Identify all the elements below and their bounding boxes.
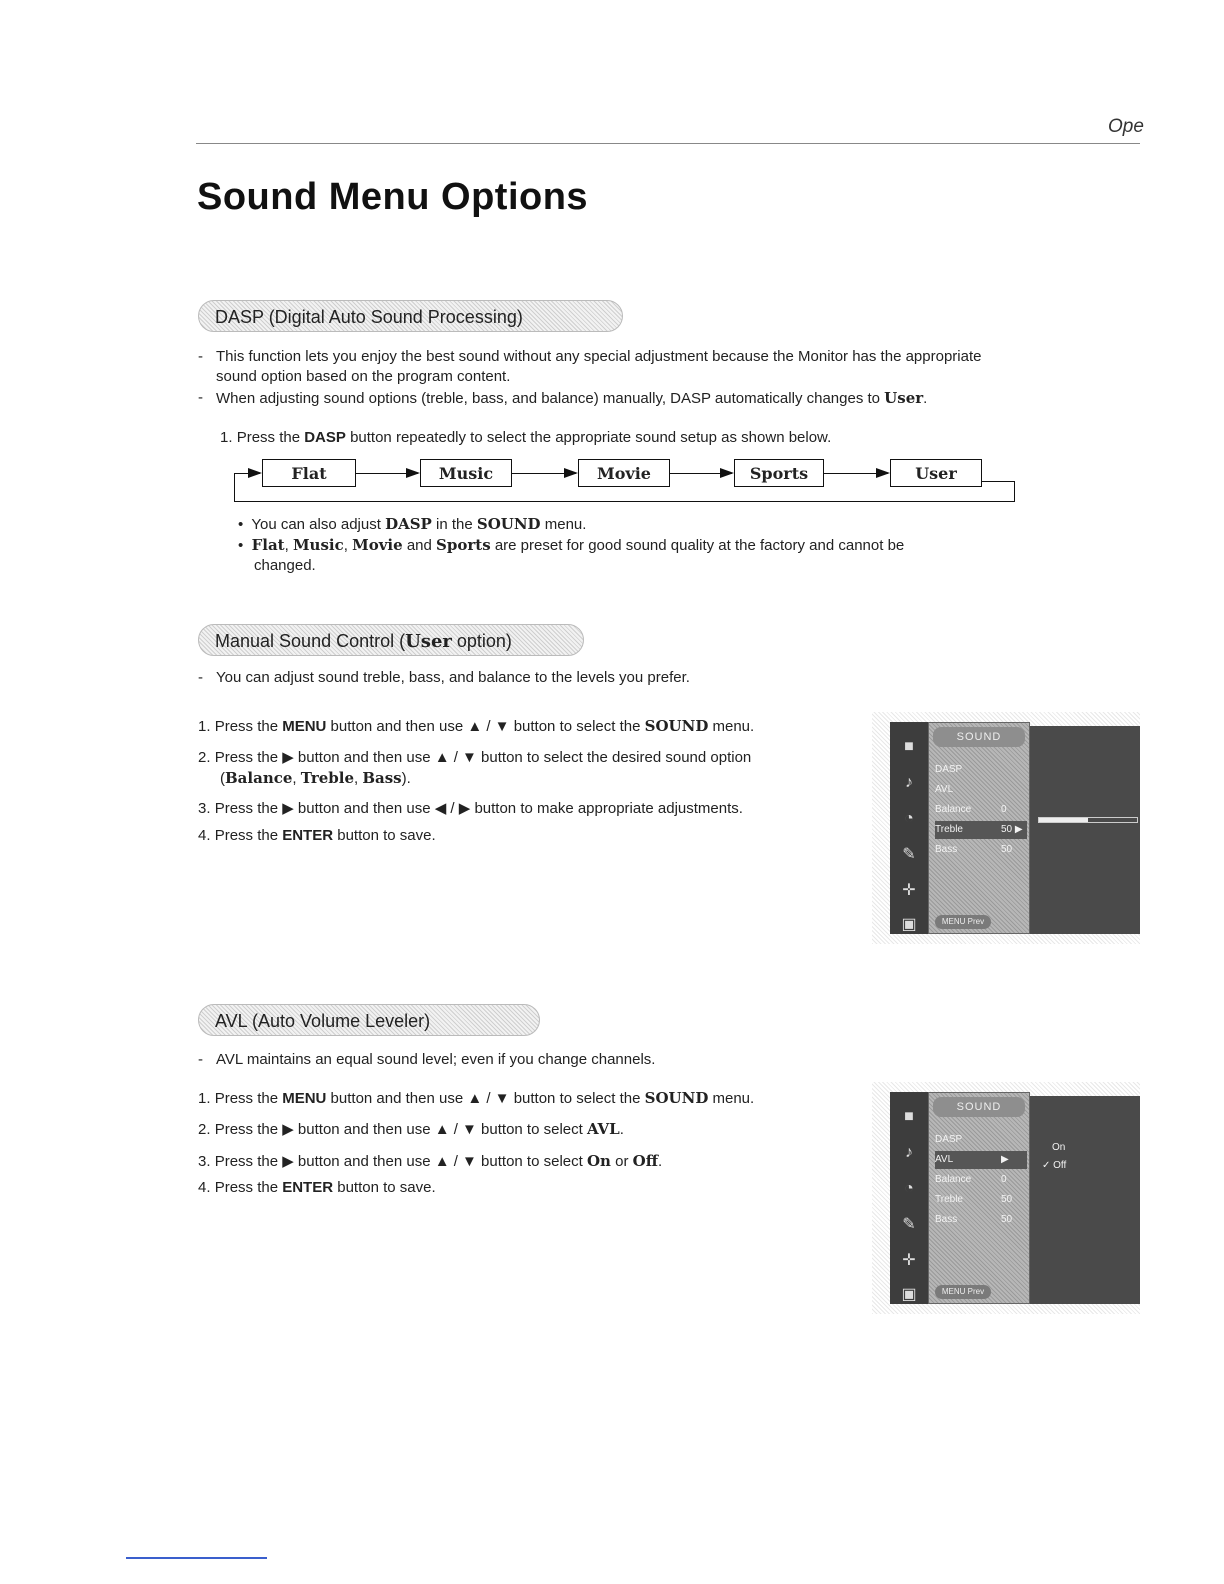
dasp-note-2: • Flat, Music, Movie and Sports are preset for good sound quality at the factory and cannot be changed.: [238, 536, 905, 574]
dasp-step-1: 1. Press the DASP button repeatedly to select the appropriate sound setup as shown below.: [220, 429, 832, 446]
osd-footer: MENU Prev: [935, 915, 991, 929]
avl-step-2: 2. Press the ▶ button and then use ▲ / ▼ button to select AVL.: [198, 1120, 624, 1138]
time-icon: ◔: [904, 810, 914, 827]
treble-slider-fill: [1039, 818, 1088, 822]
avl-step-3: 3. Press the ▶ button and then use ▲ / ▼ button to select On or Off.: [198, 1152, 663, 1170]
osd-row-treble: Treble 50: [935, 1194, 1013, 1205]
flow-return-right: [1014, 481, 1015, 502]
osd-icon-bar: [890, 722, 928, 934]
flow-arrow-1: [356, 473, 418, 474]
avl-heading: AVL (Auto Volume Leveler): [198, 1004, 540, 1036]
osd-row-bass: Bass 50: [935, 844, 1013, 855]
osd-row-bass: Bass 50: [935, 1214, 1013, 1225]
avl-intro: - AVL maintains an equal sound level; even if you change channels.: [198, 1051, 656, 1068]
setup-icon: ✎: [902, 1216, 916, 1233]
manual-step-2: 2. Press the ▶ button and then use ▲ / ▼ button to select the desired sound option (Balance, Treble, Bass).: [198, 749, 752, 787]
dasp-flow-diagram: [234, 459, 1024, 503]
osd-icon-bar: [890, 1092, 928, 1304]
dasp-bullet-1: - This function lets you enjoy the best sound without any special adjustment because the Monitor has the appropriate sound option based on the program content.: [198, 348, 982, 385]
osd-row-balance: Balance 0: [935, 804, 1007, 815]
dasp-bullet-2: - When adjusting sound options (treble, bass, and balance) manually, DASP automatically changes to User.: [198, 389, 928, 407]
osd-row-avl: AVL ▶: [935, 1151, 1027, 1169]
osd-menu-title: SOUND: [933, 727, 1025, 747]
osd-menu-title: SOUND: [933, 1097, 1025, 1117]
manual-intro: - You can adjust sound treble, bass, and balance to the levels you prefer.: [198, 669, 690, 686]
flow-arrow-0: [234, 473, 260, 474]
osd-menu-panel: [928, 1092, 1030, 1304]
osd-adjust-panel: [1030, 726, 1140, 934]
header-rule: [196, 143, 1140, 144]
osd-menu-panel: [928, 722, 1030, 934]
osd-row-dasp: DASP: [935, 1134, 963, 1145]
picture-icon: ■: [904, 1108, 914, 1125]
osd-row-balance: Balance 0: [935, 1174, 1007, 1185]
pip-icon: ▣: [901, 1286, 917, 1303]
avl-step-4: 4. Press the ENTER button to save.: [198, 1179, 436, 1196]
flow-arrow-2: [512, 473, 576, 474]
screen-icon: ✛: [902, 1252, 916, 1269]
dasp-note-1: • You can also adjust DASP in the SOUND menu.: [238, 515, 587, 533]
flow-tail: [982, 481, 1015, 482]
flow-return-left: [234, 473, 235, 501]
picture-icon: ■: [904, 738, 914, 755]
sound-menu-screenshot-treble: [872, 712, 1140, 944]
manual-step-3: 3. Press the ▶ button and then use ◀ / ▶ button to make appropriate adjustments.: [198, 800, 743, 817]
sound-icon: ♪: [905, 774, 913, 791]
sound-icon: ♪: [905, 1144, 913, 1161]
avl-option-on: On: [1052, 1142, 1066, 1153]
flow-arrow-3: [670, 473, 732, 474]
manual-step-1: 1. Press the MENU button and then use ▲ / ▼ button to select the SOUND menu.: [198, 717, 755, 735]
time-icon: ◔: [904, 1180, 914, 1197]
flow-arrow-4: [824, 473, 888, 474]
footer-link-rule: [126, 1557, 267, 1559]
manual-heading: Manual Sound Control (User option): [198, 624, 584, 656]
avl-option-off: ✓ Off: [1042, 1160, 1067, 1171]
dasp-heading: DASP (Digital Auto Sound Processing): [198, 300, 623, 332]
flow-box-music: Music: [420, 459, 512, 487]
manual-step-4: 4. Press the ENTER button to save.: [198, 827, 436, 844]
pip-icon: ▣: [901, 916, 917, 933]
osd-footer: MENU Prev: [935, 1285, 991, 1299]
header-section-word: Ope: [1108, 116, 1144, 137]
flow-box-sports: Sports: [734, 459, 824, 487]
flow-return-bottom: [234, 501, 1015, 502]
flow-box-flat: Flat: [262, 459, 356, 487]
treble-slider-track: [1038, 817, 1138, 823]
setup-icon: ✎: [902, 846, 916, 863]
osd-row-avl: AVL: [935, 784, 954, 795]
avl-step-1: 1. Press the MENU button and then use ▲ / ▼ button to select the SOUND menu.: [198, 1089, 755, 1107]
flow-box-movie: Movie: [578, 459, 670, 487]
osd-row-treble: Treble 50 ▶: [935, 821, 1027, 839]
sound-menu-screenshot-avl: [872, 1082, 1140, 1314]
page-title: Sound Menu Options: [197, 176, 589, 218]
flow-box-user: User: [890, 459, 982, 487]
osd-row-dasp: DASP: [935, 764, 963, 775]
osd-option-panel: [1030, 1096, 1140, 1304]
screen-icon: ✛: [902, 882, 916, 899]
